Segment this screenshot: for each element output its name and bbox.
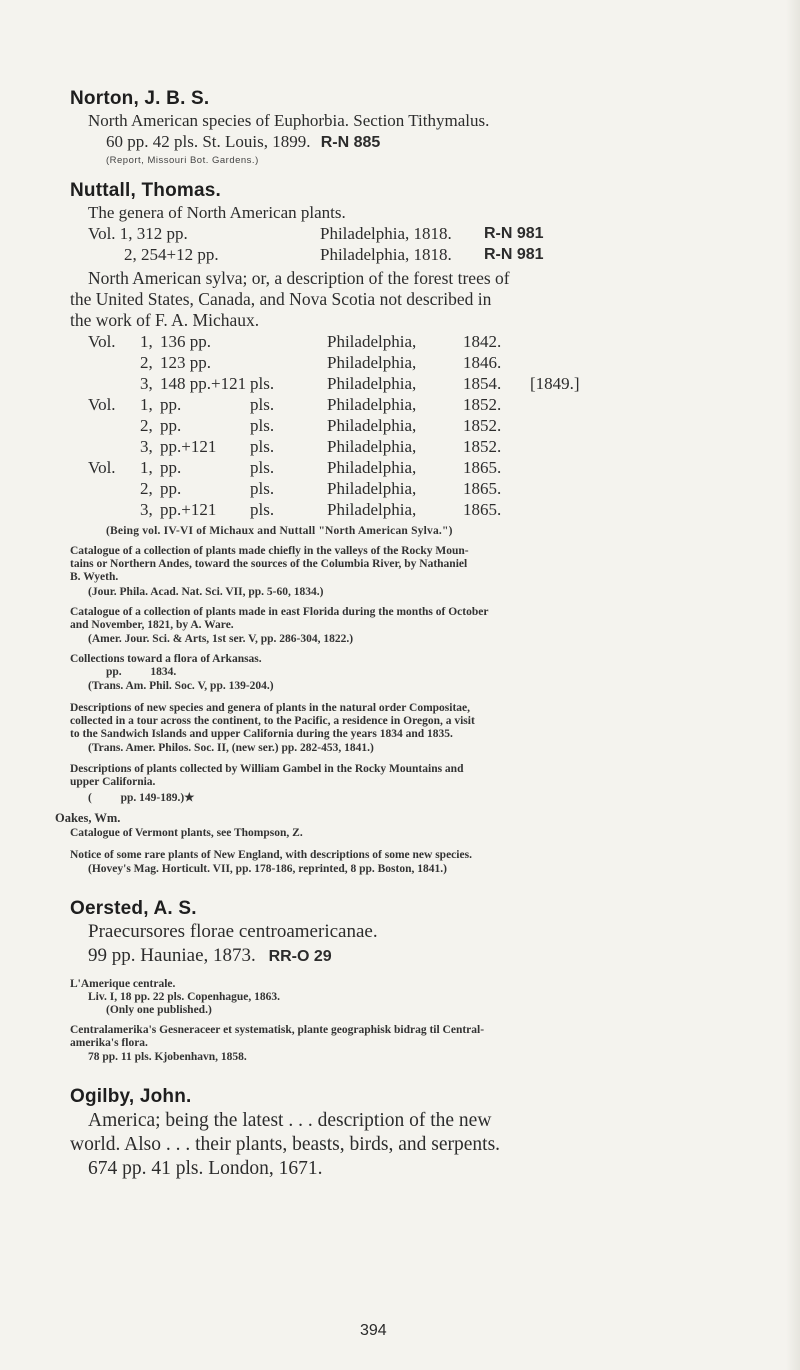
place: Philadelphia, <box>327 500 417 519</box>
volume-number: 1, <box>140 458 153 477</box>
title-line: Descriptions of new species and genera of plants in the natural order Compositae, <box>70 702 471 714</box>
place-date: Philadelphia, 1818. <box>320 245 452 264</box>
author-heading: Nuttall, Thomas. <box>70 180 221 201</box>
citation: ( pp. 149-189.)★ <box>88 792 195 804</box>
imprint-line <box>106 132 380 152</box>
volume-row <box>0 353 700 373</box>
title-line: and November, 1821, by A. Ware. <box>70 619 234 631</box>
year: 1865. <box>463 479 502 498</box>
page-number: 394 <box>360 1322 387 1339</box>
imprint-line: Liv. I, 18 pp. 22 pls. Copenhague, 1863. <box>88 991 281 1003</box>
year: 1854. <box>463 374 502 393</box>
title-line: collected in a tour across the continent, to the Pacific, a residence in Oregon, a visit <box>70 715 475 727</box>
title-line: tains or Northern Andes, toward the sources of the Columbia River, by Nathaniel <box>70 558 468 570</box>
volume-number: 3, <box>140 437 153 456</box>
pagination: 148 pp.+121 <box>160 374 247 393</box>
place: Philadelphia, <box>327 416 417 435</box>
year: 1846. <box>463 353 502 372</box>
plates: pls. <box>250 458 275 477</box>
title-line: Catalogue of a collection of plants made chiefly in the valleys of the Rocky Moun- <box>70 545 469 557</box>
volume-number: 1, <box>140 332 153 351</box>
series-note: (Only one published.) <box>106 1004 212 1016</box>
title-line: L'Amerique centrale. <box>70 978 176 990</box>
volume-number: 3, <box>140 374 153 393</box>
title-line: Catalogue of a collection of plants made in east Florida during the months of October <box>70 606 489 618</box>
imprint-line: 78 pp. 11 pls. Kjobenhavn, 1858. <box>88 1051 247 1063</box>
volume-row <box>0 458 700 478</box>
volume-row <box>0 479 700 499</box>
pagination: 123 pp. <box>160 353 211 372</box>
volume-row <box>0 332 700 352</box>
author-heading: Ogilby, John. <box>70 1086 192 1107</box>
volume-number: 3, <box>140 500 153 519</box>
place: Philadelphia, <box>327 353 417 372</box>
title-line: amerika's flora. <box>70 1037 148 1049</box>
title-line: Descriptions of plants collected by William Gambel in the Rocky Mountains and <box>70 763 464 775</box>
plates: pls. <box>250 374 275 393</box>
volume-label: Vol. <box>88 332 116 351</box>
author-heading: Oakes, Wm. <box>55 811 121 825</box>
year: 1865. <box>463 500 502 519</box>
title-line: to the Sandwich Islands and upper California during the years 1834 and 1835. <box>70 728 453 740</box>
title-line: Collections toward a flora of Arkansas. <box>70 653 262 665</box>
place: Philadelphia, <box>327 458 417 477</box>
volume-row <box>0 416 700 436</box>
pagination: pp. <box>160 479 182 498</box>
imprint-line: pp. 1834. <box>106 666 177 678</box>
call-number: R-N 981 <box>484 246 544 263</box>
place-date: Philadelphia, 1818. <box>320 224 452 243</box>
title-line: North American sylva; or, a description of the forest trees of <box>88 268 510 288</box>
title-line: world. Also . . . their plants, beasts, birds, and serpents. <box>70 1134 501 1155</box>
series-note: (Report, Missouri Bot. Gardens.) <box>106 155 259 166</box>
call-number: R-N 981 <box>484 225 544 242</box>
plates: pls. <box>250 479 275 498</box>
place: Philadelphia, <box>327 437 417 456</box>
title-line: B. Wyeth. <box>70 571 119 583</box>
pagination: pp.+121 <box>160 500 217 519</box>
call-number: R-N 885 <box>320 134 381 151</box>
volume-text: Vol. 1, 312 pp. <box>88 224 188 243</box>
alternate-year: [1849.] <box>530 374 580 393</box>
title-line: The genera of North American plants. <box>88 203 346 222</box>
volume-number: 2, <box>140 353 153 372</box>
place: Philadelphia, <box>327 332 417 351</box>
volume-row <box>0 437 700 457</box>
page-edge <box>786 0 800 1370</box>
imprint-text: 99 pp. Hauniae, 1873. <box>88 945 256 966</box>
citation: (Amer. Jour. Sci. & Arts, 1st ser. V, pp. 286-304, 1822.) <box>88 633 354 645</box>
pagination: pp. <box>160 416 182 435</box>
imprint-line <box>88 945 332 967</box>
title-line: the United States, Canada, and Nova Scotia not described in <box>70 289 492 309</box>
title-line: North American species of Euphorbia. Section Tithymalus. <box>88 111 490 130</box>
volume-label: Vol. <box>88 395 116 414</box>
author-heading: Norton, J. B. S. <box>70 88 210 109</box>
volume-row <box>0 374 700 394</box>
place: Philadelphia, <box>327 479 417 498</box>
plates: pls. <box>250 437 275 456</box>
place: Philadelphia, <box>327 395 417 414</box>
title-line: Catalogue of Vermont plants, see Thompson, Z. <box>70 827 303 839</box>
place: Philadelphia, <box>327 374 417 393</box>
plates: pls. <box>250 500 275 519</box>
title-line: the work of F. A. Michaux. <box>70 310 260 330</box>
volume-line <box>88 224 188 244</box>
volume-text: 2, 254+12 pp. <box>124 245 219 264</box>
volume-row <box>0 395 700 415</box>
volume-row <box>0 500 700 520</box>
pagination: pp. <box>160 395 182 414</box>
year: 1842. <box>463 332 502 351</box>
pagination: 136 pp. <box>160 332 211 351</box>
title-line: Praecursores florae centroamericanae. <box>88 921 378 942</box>
title-line: Centralamerika's Gesneraceer et systematisk, plante geographisk bidrag til Central- <box>70 1024 485 1036</box>
pagination: pp.+121 <box>160 437 217 456</box>
year: 1865. <box>463 458 502 477</box>
plates: pls. <box>250 416 275 435</box>
title-line: Notice of some rare plants of New England, with descriptions of some new species. <box>70 849 472 861</box>
citation: (Hovey's Mag. Horticult. VII, pp. 178-186, reprinted, 8 pp. Boston, 1841.) <box>88 863 447 875</box>
call-number: RR-O 29 <box>268 948 332 965</box>
series-note: (Being vol. IV-VI of Michaux and Nuttall "North American Sylva.") <box>106 525 453 537</box>
volume-number: 2, <box>140 416 153 435</box>
volume-number: 1, <box>140 395 153 414</box>
author-heading: Oersted, A. S. <box>70 898 197 919</box>
imprint-text: 60 pp. 42 pls. St. Louis, 1899. <box>106 132 311 151</box>
title-line: America; being the latest . . . description of the new <box>88 1110 492 1131</box>
citation: (Trans. Am. Phil. Soc. V, pp. 139-204.) <box>88 680 274 692</box>
pagination: pp. <box>160 458 182 477</box>
year: 1852. <box>463 416 502 435</box>
year: 1852. <box>463 395 502 414</box>
imprint-line: 674 pp. 41 pls. London, 1671. <box>88 1158 323 1179</box>
volume-number: 2, <box>140 479 153 498</box>
volume-label: Vol. <box>88 458 116 477</box>
citation: (Jour. Phila. Acad. Nat. Sci. VII, pp. 5-60, 1834.) <box>88 586 324 598</box>
citation: (Trans. Amer. Philos. Soc. II, (new ser.) pp. 282-453, 1841.) <box>88 742 374 754</box>
title-line: upper California. <box>70 776 156 788</box>
plates: pls. <box>250 395 275 414</box>
year: 1852. <box>463 437 502 456</box>
